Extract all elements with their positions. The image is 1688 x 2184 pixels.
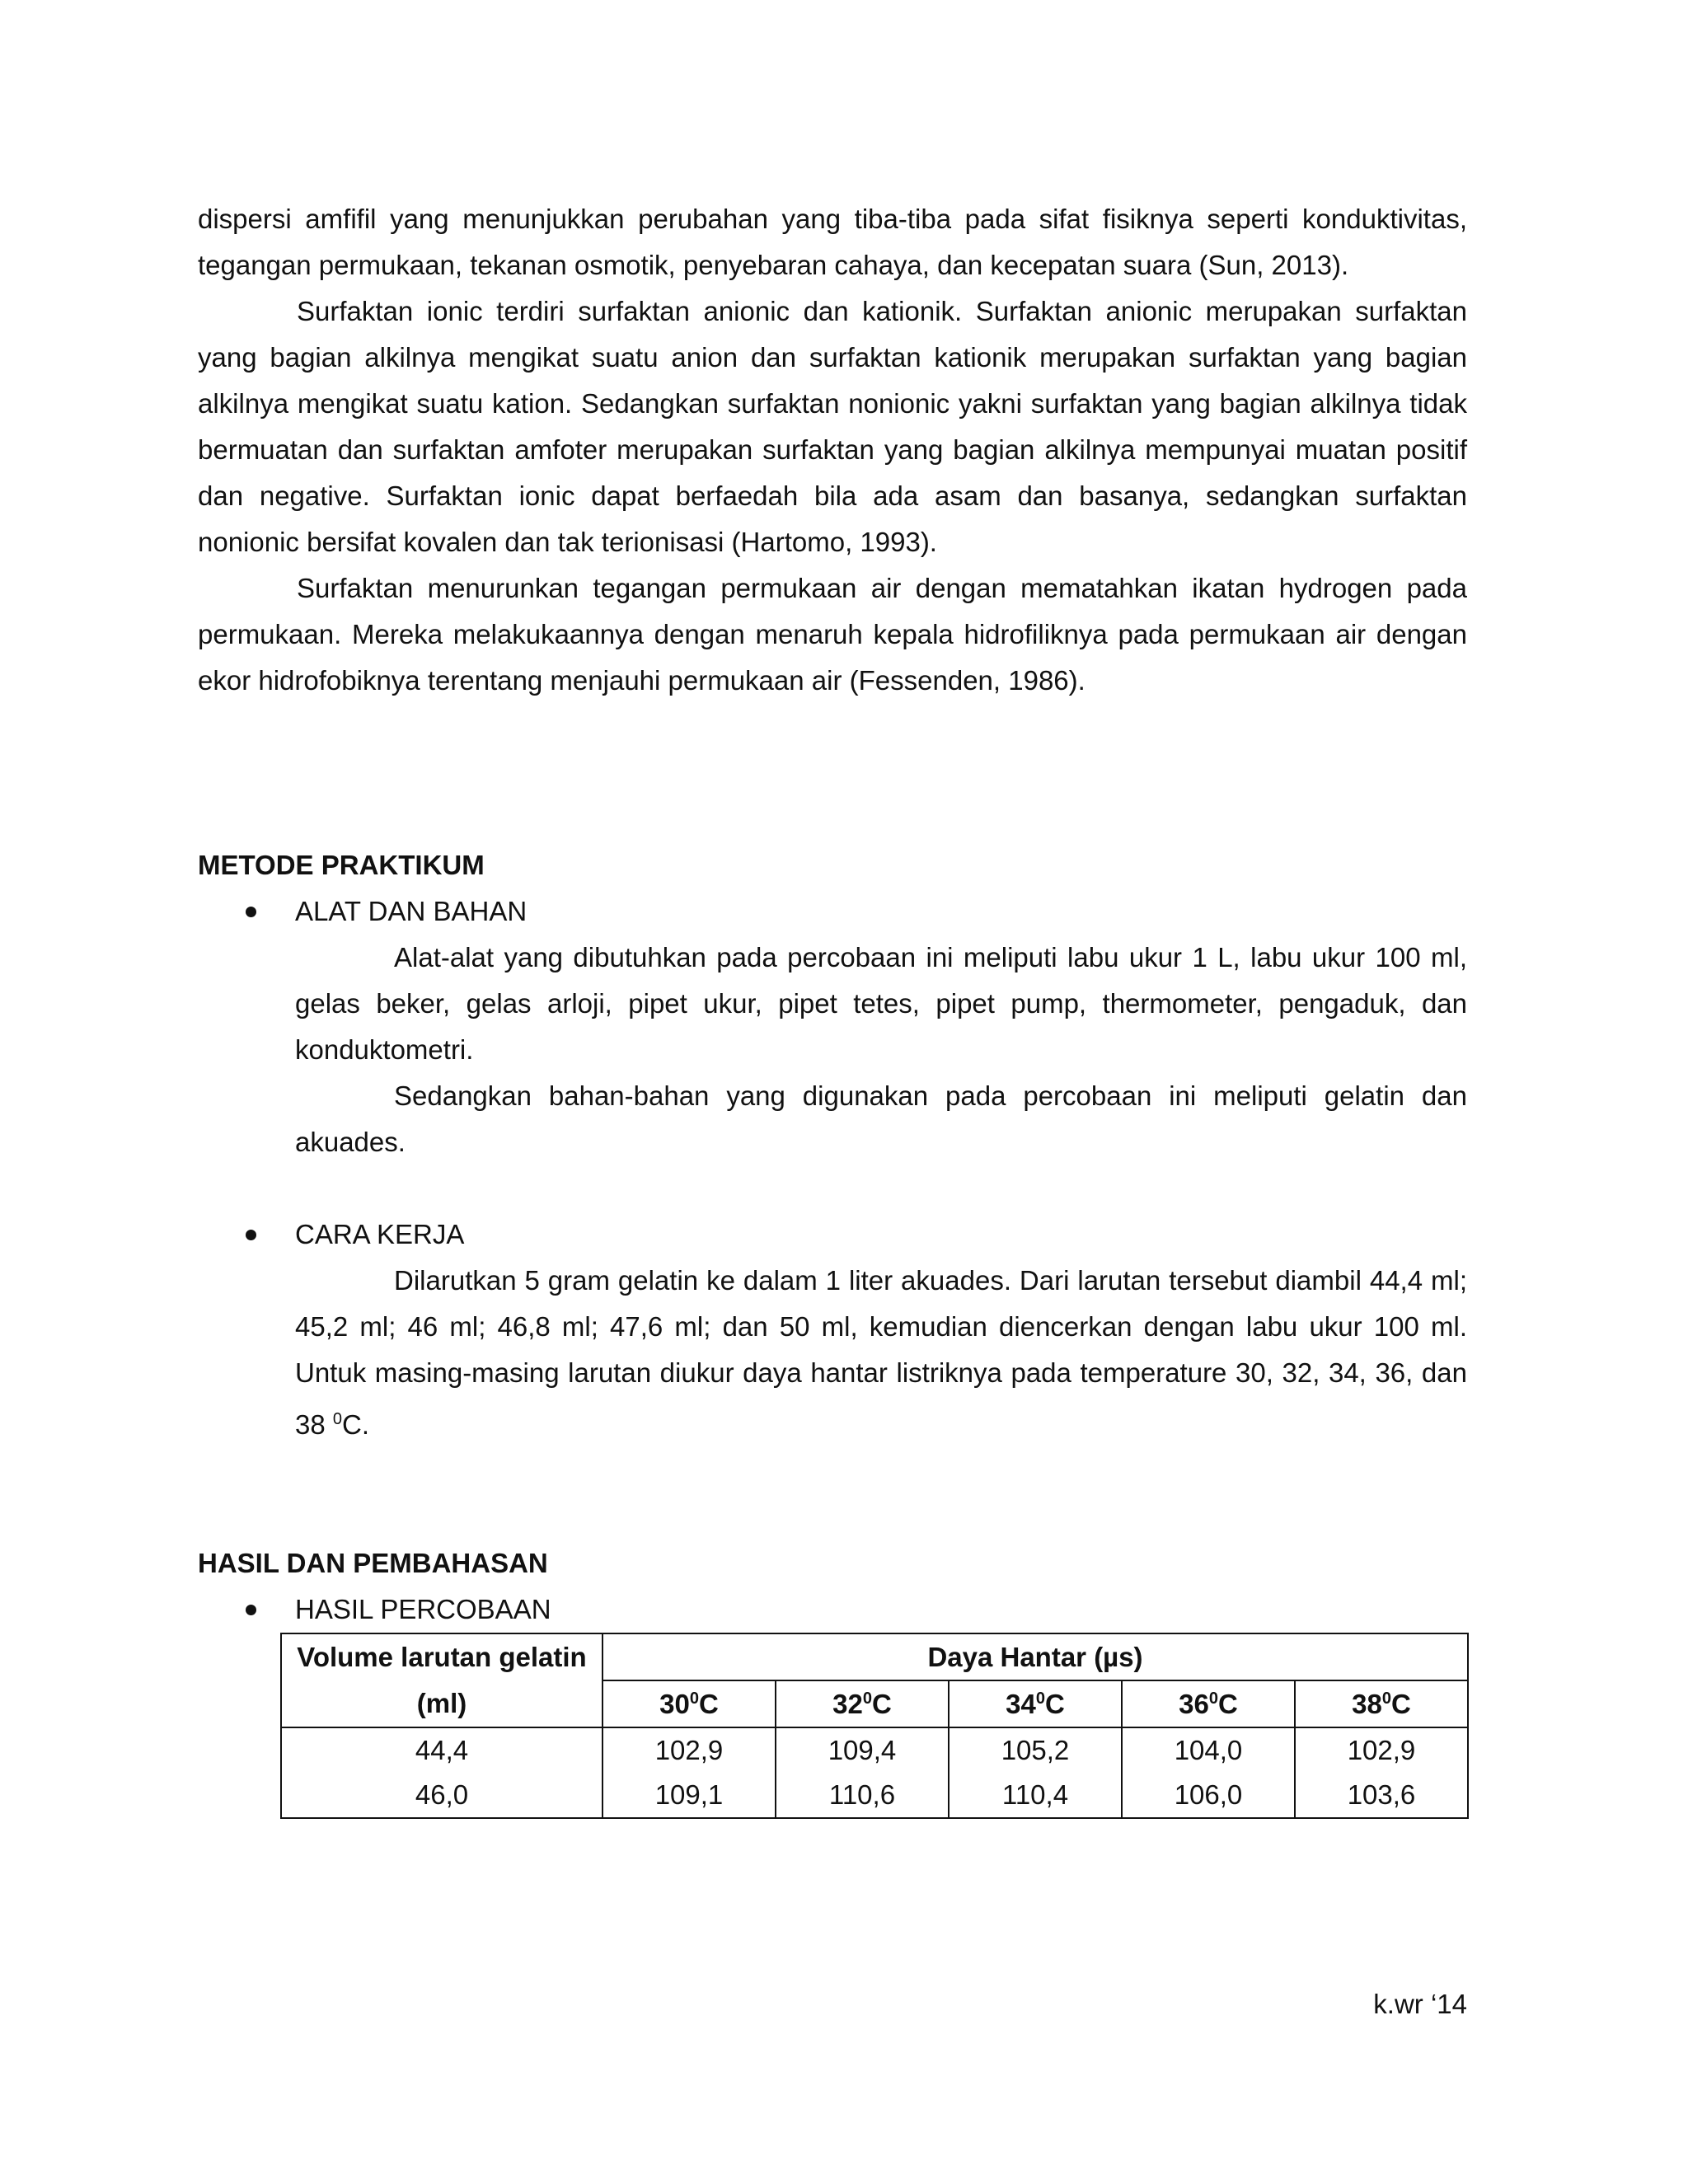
- table-row: [281, 1773, 1468, 1818]
- paragraph-bahan: Sedangkan bahan-bahan yang digunakan pada percobaan ini meliputi gelatin dan akuades.: [295, 1080, 1467, 1157]
- results-table: [280, 1633, 1469, 1819]
- bullet-alat-dan-bahan: [198, 888, 1467, 935]
- bullet-icon: [246, 1230, 256, 1240]
- subheading-cara-kerja: CARA KERJA: [295, 1219, 465, 1249]
- table-cell: 109,1: [603, 1773, 776, 1818]
- header-daya-hantar: Daya Hantar (µs): [603, 1633, 1468, 1680]
- page-footer: k.wr ‘14: [1373, 1989, 1467, 2019]
- bullet-icon: [246, 1605, 256, 1615]
- paragraph-cara-kerja: Dilarutkan 5 gram gelatin ke dalam 1 liter akuades. Dari larutan tersebut diambil 44,4 ml; 45,2 ml; 46 ml; 46,8 ml; 47,6 ml; dan 50 ml, kemudian diencerkan dengan labu ukur 100 ml. Untuk masing-masing larutan diukur daya hantar listriknya pada temperature 30, 32, 34, 36, dan 38 $^0$C.: [295, 1265, 1467, 1440]
- subheading-alat-dan-bahan: ALAT DAN BAHAN: [295, 896, 528, 926]
- paragraph-surfaktan-ionic: Surfaktan ionic terdiri surfaktan anionic dan kationik. Surfaktan anionic merupakan surfaktan yang bagian alkilnya mengikat suatu anion dan surfaktan kationik merupakan surfaktan yang bagian alkilnya mengikat suatu kation. Sedangkan surfaktan nonionic yakni surfaktan yang bagian alkilnya tidak bermuatan dan surfaktan amfoter merupakan surfaktan yang bagian alkilnya mempunyai muatan positif dan negative. Surfaktan ionic dapat berfaedah bila ada asam dan basanya, sedangkan surfaktan nonionic bersifat kovalen dan tak terionisasi (Hartomo, 1993).: [198, 296, 1467, 557]
- table-cell: 103,6: [1295, 1773, 1468, 1818]
- table-cell: 46,0: [281, 1773, 603, 1818]
- table-cell: 104,0: [1122, 1727, 1295, 1773]
- alat-dan-bahan-content: [198, 935, 1467, 1165]
- header-temp-30: $30^0C$: [603, 1680, 776, 1727]
- table-cell: 105,2: [949, 1727, 1122, 1773]
- heading-hasil-dan-pembahasan: HASIL DAN PEMBAHASAN: [198, 1548, 548, 1578]
- cara-kerja-content: [198, 1258, 1467, 1448]
- header-temp-34: $34^0C$: [949, 1680, 1122, 1727]
- table-cell: 106,0: [1122, 1773, 1295, 1818]
- table-cell: 102,9: [1295, 1727, 1468, 1773]
- header-temp-38: $38^0C$: [1295, 1680, 1468, 1727]
- bullet-hasil-percobaan: [198, 1586, 1467, 1633]
- header-volume: Volume larutan gelatin (ml): [281, 1633, 603, 1727]
- subheading-hasil-percobaan: HASIL PERCOBAAN: [295, 1594, 551, 1624]
- paragraph-alat: Alat-alat yang dibutuhkan pada percobaan ini meliputi labu ukur 1 L, labu ukur 100 ml, gelas beker, gelas arloji, pipet ukur, pipet tetes, pipet pump, thermometer, pengaduk, dan konduktometri.: [295, 942, 1467, 1065]
- header-temp-36: $36^0C$: [1122, 1680, 1295, 1727]
- table-cell: 109,4: [776, 1727, 949, 1773]
- paragraph-dispersi: dispersi amfifil yang menunjukkan perubahan yang tiba-tiba pada sifat fisiknya seperti konduktivitas, tegangan permukaan, tekanan osmotik, penyebaran cahaya, dan kecepatan suara (Sun, 2013).: [198, 204, 1467, 280]
- bullet-cara-kerja: [198, 1212, 1467, 1258]
- table-cell: 110,6: [776, 1773, 949, 1818]
- table-cell: 102,9: [603, 1727, 776, 1773]
- table-cell: 44,4: [281, 1727, 603, 1773]
- heading-metode-praktikum: METODE PRAKTIKUM: [198, 850, 485, 880]
- header-temp-32: $32^0C$: [776, 1680, 949, 1727]
- table-cell: 110,4: [949, 1773, 1122, 1818]
- document-page: [198, 196, 1467, 1819]
- bullet-icon: [246, 907, 256, 917]
- paragraph-surfaktan-tegangan: Surfaktan menurunkan tegangan permukaan air dengan mematahkan ikatan hydrogen pada permukaan. Mereka melakukaannya dengan menaruh kepala hidrofiliknya pada permukaan air dengan ekor hidrofobiknya terentang menjauhi permukaan air (Fessenden, 1986).: [198, 573, 1467, 696]
- table-row: [281, 1727, 1468, 1773]
